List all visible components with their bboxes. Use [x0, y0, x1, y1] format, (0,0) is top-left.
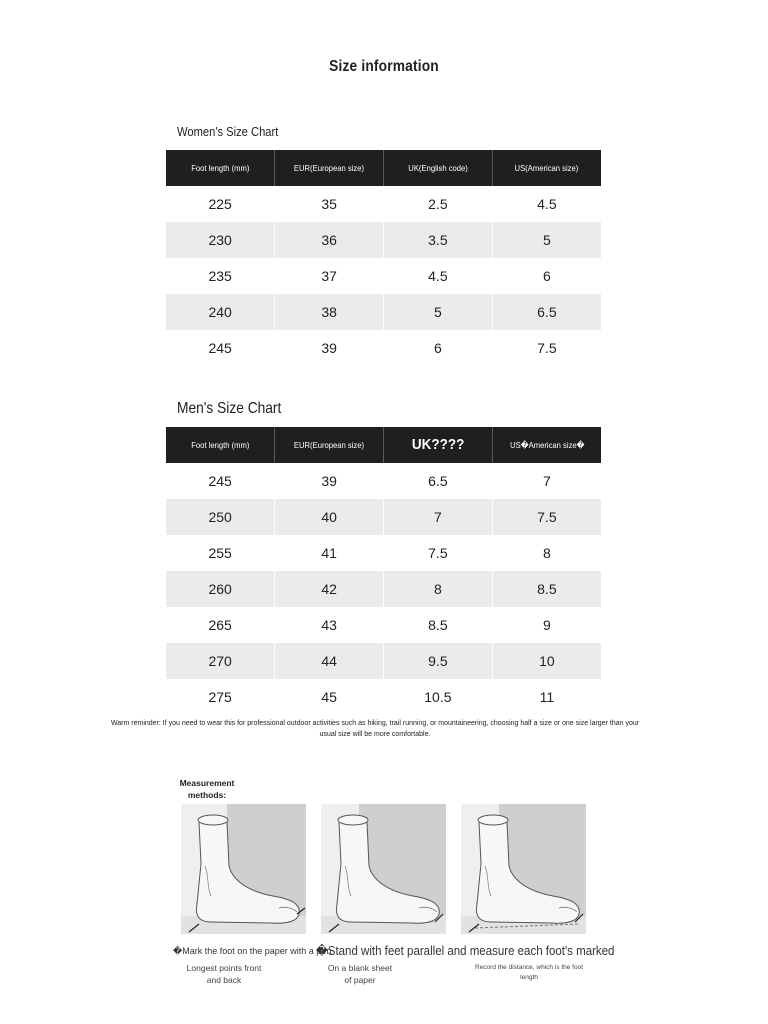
table-cell: 245	[208, 473, 232, 489]
table-row	[166, 571, 601, 607]
table-cell: 230	[166, 222, 275, 258]
table-cell: 3.5	[384, 222, 493, 258]
table-cell: 7.5	[492, 330, 601, 366]
table-cell: 265	[208, 617, 232, 633]
column-header: EUR(European size)	[275, 427, 384, 463]
table-cell: 6.5	[384, 463, 493, 499]
table-cell: 5	[492, 222, 601, 258]
measurement-methods-label: Measurement methods:	[179, 778, 235, 800]
table-cell: 11	[492, 679, 601, 715]
table-cell: 8.5	[384, 607, 493, 643]
table-cell: 38	[275, 294, 384, 330]
table-cell: 9.5	[384, 643, 493, 679]
table-cell: 260	[166, 571, 275, 607]
table-cell: 240	[166, 294, 275, 330]
foot-icon	[461, 804, 586, 934]
table-cell: 5	[384, 294, 493, 330]
foot-illustration-1	[181, 804, 306, 934]
table-cell: 4.5	[492, 186, 601, 222]
foot-icon	[321, 804, 446, 934]
table-cell: 43	[275, 607, 384, 643]
table-cell: 245	[208, 340, 232, 356]
column-header: UK(English code)	[384, 150, 493, 186]
table-cell: 255	[208, 545, 232, 561]
step-2-subcaption: On a blank sheet of paper	[327, 963, 393, 985]
table-row	[166, 643, 601, 679]
table-row	[166, 463, 601, 499]
women-size-chart-title: Women's Size Chart	[177, 124, 279, 139]
table-cell: 41	[275, 535, 384, 571]
table-cell: 9	[492, 607, 601, 643]
table-cell: 10.5	[384, 679, 493, 715]
table-cell: 4.5	[384, 258, 493, 294]
table-cell: 225	[208, 196, 232, 212]
table-cell: 39	[275, 463, 384, 499]
table-row	[166, 222, 601, 258]
table-cell: 7	[492, 463, 601, 499]
table-header-row	[166, 427, 601, 463]
table-cell: 8	[384, 571, 493, 607]
table-cell: 235	[208, 268, 232, 284]
foot-illustration-3	[461, 804, 586, 934]
table-cell: 8.5	[492, 571, 601, 607]
table-cell: 7.5	[492, 499, 601, 535]
table-cell: 10	[492, 643, 601, 679]
table-cell: 40	[275, 499, 384, 535]
table-header-row	[166, 150, 601, 186]
page-title: Size information	[329, 58, 439, 75]
foot-illustration-2	[321, 804, 446, 934]
table-row	[166, 258, 601, 294]
table-cell: 2.5	[384, 186, 493, 222]
men-size-chart-title: Men's Size Chart	[177, 400, 282, 417]
step-1-caption: �Mark the foot on the paper with a pen	[173, 946, 332, 956]
table-row	[166, 535, 601, 571]
step-3-subcaption: Record the distance, which is the foot length	[474, 964, 584, 981]
table-row	[166, 607, 601, 643]
table-cell: 6.5	[492, 294, 601, 330]
table-cell: 275	[208, 689, 232, 705]
table-row	[166, 186, 601, 222]
warm-reminder-note: Warm reminder: If you need to wear this for professional outdoor activities such as hiking, trail running, or mountaineering, choosing half a size or one size larger than your usual size will be more comfortable.	[110, 720, 640, 738]
column-header: Foot length (mm)	[166, 427, 275, 463]
step-1-subcaption: Longest points front and back	[186, 963, 262, 985]
men-size-table	[166, 427, 601, 715]
table-cell: 6	[384, 330, 493, 366]
column-header: Foot length (mm)	[166, 150, 275, 186]
table-cell: 37	[275, 258, 384, 294]
table-cell: 44	[275, 643, 384, 679]
foot-icon	[181, 804, 306, 934]
table-cell: 270	[166, 643, 275, 679]
table-row	[166, 294, 601, 330]
column-header: US�American size�	[492, 427, 601, 463]
table-cell: 7.5	[384, 535, 493, 571]
table-cell: 6	[492, 258, 601, 294]
column-header: US(American size)	[492, 150, 601, 186]
table-cell: 42	[275, 571, 384, 607]
table-cell: 250	[166, 499, 275, 535]
table-row	[166, 330, 601, 366]
women-size-table	[166, 150, 601, 366]
table-cell: 36	[275, 222, 384, 258]
table-cell: 39	[275, 330, 384, 366]
table-cell: 35	[275, 186, 384, 222]
table-row	[166, 499, 601, 535]
step-2-caption: �Stand with feet parallel and measure each foot's marked	[316, 944, 615, 958]
table-cell: 45	[275, 679, 384, 715]
table-cell: 8	[492, 535, 601, 571]
table-cell: 7	[384, 499, 493, 535]
column-header: UK????	[384, 427, 493, 463]
table-row	[166, 679, 601, 715]
column-header: EUR(European size)	[275, 150, 384, 186]
